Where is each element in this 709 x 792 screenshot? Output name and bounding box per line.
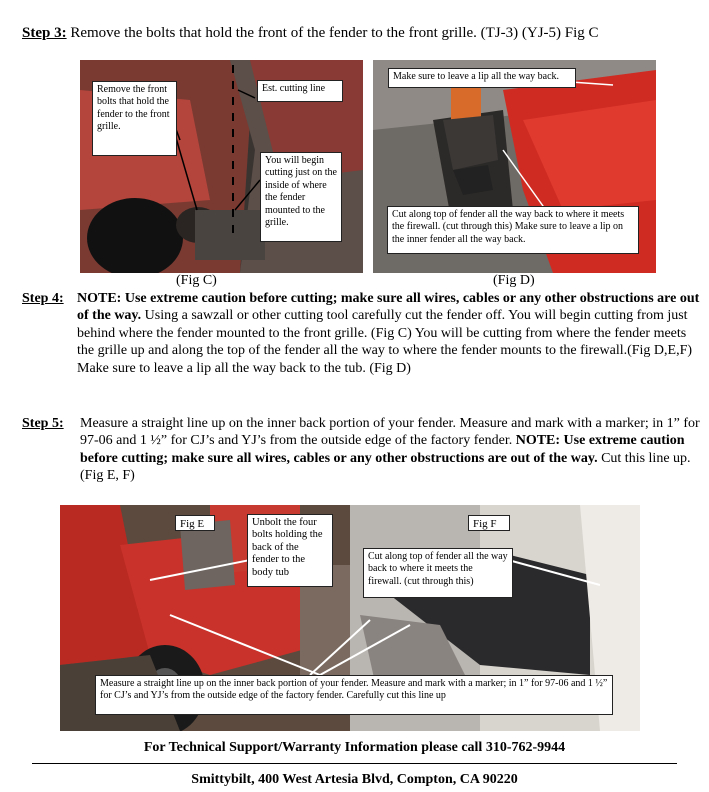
fig-d-photo bbox=[373, 60, 656, 273]
step3-paragraph bbox=[22, 25, 702, 42]
fig-ef-photo bbox=[60, 505, 640, 731]
fig-f-cut-callout: Cut along top of fender all the way back to where it meets the firewall. (cut through this) bbox=[363, 548, 513, 598]
step3-text: Remove the bolts that hold the front of the fender to the front grille. (TJ-3) (YJ-5) Fig C bbox=[70, 25, 599, 41]
footer-divider bbox=[32, 763, 677, 764]
support-line: For Technical Support/Warranty Information please call 310-762-9944 bbox=[143, 740, 566, 755]
fig-c-caption: (Fig C) bbox=[176, 273, 217, 288]
step4-note: NOTE: Use extreme caution before cutting; make sure all wires, cables or any other obstructions are out of the way. bbox=[77, 291, 700, 324]
fig-d-lip-callout: Make sure to leave a lip all the way back. bbox=[388, 68, 576, 88]
step5-label: Step 5: bbox=[22, 416, 64, 431]
fig-e-label: Fig E bbox=[175, 515, 215, 531]
fig-d-caption: (Fig D) bbox=[493, 273, 535, 288]
step5-body bbox=[80, 415, 702, 485]
measure-callout: Measure a straight line up on the inner back portion of your fender. Measure and mark with a marker; in 1” for 97-06 and 1 ½” for CJ’s and YJ’s from the outside edge of the factory fender. Carefully cut this line up bbox=[95, 675, 613, 715]
address-line: Smittybilt, 400 West Artesia Blvd, Compton, CA 90220 bbox=[191, 772, 518, 787]
step5-text: Measure a straight line up on the inner back portion of your fender. Measure and mark with a marker; in 1” for 97-06 and 1 ½” for CJ’s and YJ’s from the outside edge of the factory fender. bbox=[80, 416, 700, 449]
fig-c-bolts-callout: Remove the front bolts that hold the fender to the front grille. bbox=[92, 81, 177, 156]
step5-note: NOTE: Use extreme caution before cutting; make sure all wires, cables or any other obstructions are out of the way. bbox=[80, 433, 685, 466]
fig-f-label: Fig F bbox=[468, 515, 510, 531]
fig-c-photo bbox=[80, 60, 363, 273]
step4-label: Step 4: bbox=[22, 291, 64, 306]
fig-e-unbolt-callout: Unbolt the four bolts holding the back of the fender to the body tub bbox=[247, 514, 333, 587]
fig-d-cut-callout: Cut along top of fender all the way back to where it meets the firewall. (cut through this) Make sure to leave a lip on the inner fender all the way back. bbox=[387, 206, 639, 254]
step5-text2: Cut this line up. (Fig E, F) bbox=[80, 450, 691, 484]
fig-c-cutline-callout: Est. cutting line bbox=[257, 80, 343, 102]
fig-c-begin-callout: You will begin cutting just on the inside of where the fender mounted to the grille. bbox=[260, 152, 342, 242]
step4-body bbox=[77, 290, 703, 377]
step5-label-wrap bbox=[22, 415, 64, 432]
step4-text: Using a sawzall or other cutting tool carefully cut the fender off. You will begin cutting from just behind where the fender mounted to the front grille. (Fig C) You will be cutting from where the fender meets the grille up and along the top of the fender all the way to where the fender mounts to the firewall.(Fig D,E,F) Make sure to leave a lip all the way back to the tub. (Fig D) bbox=[77, 308, 693, 376]
step3-label: Step 3: bbox=[22, 25, 67, 41]
